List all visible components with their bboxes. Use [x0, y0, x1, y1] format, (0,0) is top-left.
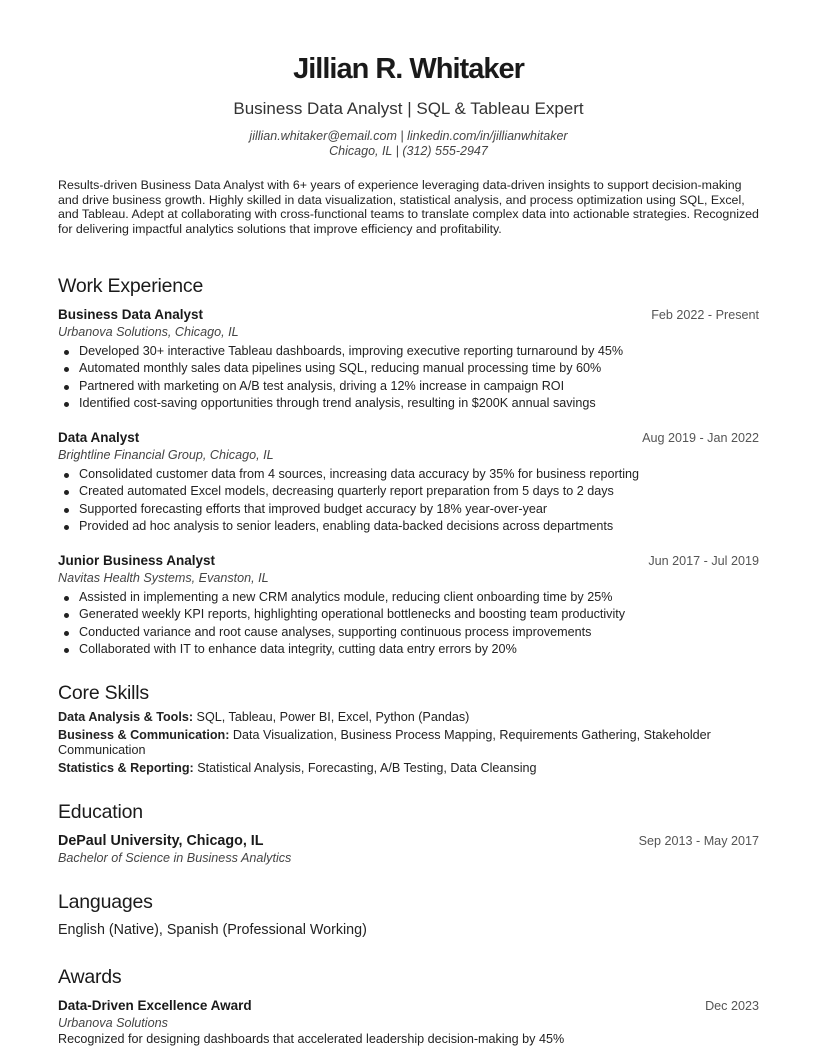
section-title-work: Work Experience [58, 275, 204, 297]
award-description: Recognized for designing dashboards that accelerated leadership decision-making by 45% [58, 1032, 565, 1046]
award-org: Urbanova Solutions [58, 1016, 168, 1030]
bullet-item [58, 466, 759, 483]
job-date: Jun 2017 - Jul 2019 [648, 554, 759, 568]
bullet-text: Supported forecasting efforts that improved budget accuracy by 18% year-over-year [79, 501, 548, 516]
bullet-icon [64, 402, 69, 407]
candidate-subtitle: Business Data Analyst | SQL & Tableau Expert [233, 99, 584, 118]
bullet-text: Collaborated with IT to enhance data integrity, cutting data entry errors by 20% [79, 641, 517, 656]
job-bullets [58, 589, 759, 658]
bullet-text: Created automated Excel models, decreasing quarterly report preparation from 5 days to 2 days [79, 484, 614, 499]
award-title: Data-Driven Excellence Award [58, 998, 252, 1013]
bullet-text: Conducted variance and root cause analyses, supporting continuous process improvements [79, 624, 592, 639]
skill-label: Business & Communication: [58, 728, 230, 742]
bullet-text: Consolidated customer data from 4 sources, increasing data accuracy by 35% for business reporting [79, 467, 640, 481]
section-title-awards: Awards [58, 966, 122, 988]
bullet-item [58, 589, 759, 606]
professional-summary: Results-driven Business Data Analyst with 6+ years of experience leveraging data-driven insights to support decision-making and drive business growth. Highly skilled in data visualization, statistical analysis, and process optimization using SQL, Excel, and Tableau. Adept at collaborating with cross-functional teams to translate complex data into actionable strategies. Recognized for delivering impactful analytics solutions that improve efficiency and profitability. [58, 178, 759, 236]
job-date: Feb 2022 - Present [651, 308, 759, 322]
bullet-item [58, 360, 759, 377]
bullet-icon [64, 350, 69, 355]
bullet-item [58, 378, 759, 395]
skill-row [58, 761, 759, 776]
job-title: Data Analyst [58, 430, 140, 445]
languages-text: English (Native), Spanish (Professional Working) [58, 922, 367, 938]
bullet-icon [64, 367, 69, 372]
section-title-skills: Core Skills [58, 682, 149, 704]
skill-value: Data Visualization, Business Process Mapping, Requirements Gathering, Stakeholder Communication [58, 728, 711, 757]
award-date: Dec 2023 [705, 999, 759, 1013]
candidate-name: Jillian R. Whitaker [293, 53, 524, 85]
bullet-text: Provided ad hoc analysis to senior leaders, enabling data-backed decisions across departments [79, 518, 614, 533]
bullet-icon [64, 648, 69, 653]
job-title: Junior Business Analyst [58, 553, 216, 568]
bullet-text: Assisted in implementing a new CRM analytics module, reducing client onboarding time by 25% [79, 590, 613, 604]
contact-line-1: jillian.whitaker@email.com | linkedin.com/in/jillianwhitaker [249, 129, 568, 143]
skill-row [58, 728, 759, 757]
bullet-icon [64, 525, 69, 530]
education-date: Sep 2013 - May 2017 [638, 834, 759, 848]
bullet-text: Partnered with marketing on A/B test analysis, driving a 12% increase in campaign ROI [79, 378, 565, 393]
skill-value: Statistical Analysis, Forecasting, A/B Testing, Data Cleansing [193, 761, 537, 775]
skill-label: Data Analysis & Tools: [58, 710, 194, 724]
bullet-item [58, 395, 759, 412]
bullet-icon [64, 490, 69, 495]
bullet-icon [64, 385, 69, 390]
education-school: DePaul University, Chicago, IL [58, 833, 264, 849]
bullet-icon [64, 473, 69, 478]
bullet-text: Developed 30+ interactive Tableau dashboards, improving executive reporting turnaround by 45% [79, 344, 624, 358]
bullet-item [58, 501, 759, 518]
bullet-icon [64, 631, 69, 636]
bullet-item [58, 483, 759, 500]
section-title-education: Education [58, 801, 143, 823]
bullet-text: Generated weekly KPI reports, highlighting operational bottlenecks and boosting team productivity [79, 607, 626, 622]
job-date: Aug 2019 - Jan 2022 [642, 431, 759, 445]
bullet-item [58, 343, 759, 360]
job-company: Urbanova Solutions, Chicago, IL [58, 325, 239, 339]
education-degree: Bachelor of Science in Business Analytics [58, 851, 292, 865]
bullet-icon [64, 508, 69, 513]
bullet-icon [64, 596, 69, 601]
resume-page [58, 0, 759, 1056]
skill-label: Statistics & Reporting: [58, 761, 194, 775]
bullet-item [58, 606, 759, 623]
job-bullets [58, 343, 759, 412]
job-bullets [58, 466, 759, 535]
section-title-languages: Languages [58, 891, 153, 913]
job-title: Business Data Analyst [58, 307, 204, 322]
bullet-text: Identified cost-saving opportunities through trend analysis, resulting in $200K annual savings [79, 395, 596, 410]
bullet-icon [64, 613, 69, 618]
skill-row [58, 710, 759, 725]
bullet-item [58, 641, 759, 658]
contact-line-2: Chicago, IL | (312) 555-2947 [329, 144, 488, 158]
skill-value: SQL, Tableau, Power BI, Excel, Python (Pandas) [193, 710, 470, 724]
job-company: Brightline Financial Group, Chicago, IL [58, 448, 274, 462]
bullet-item [58, 518, 759, 535]
job-company: Navitas Health Systems, Evanston, IL [58, 571, 269, 585]
bullet-text: Automated monthly sales data pipelines using SQL, reducing manual processing time by 60% [79, 361, 602, 376]
bullet-item [58, 624, 759, 641]
